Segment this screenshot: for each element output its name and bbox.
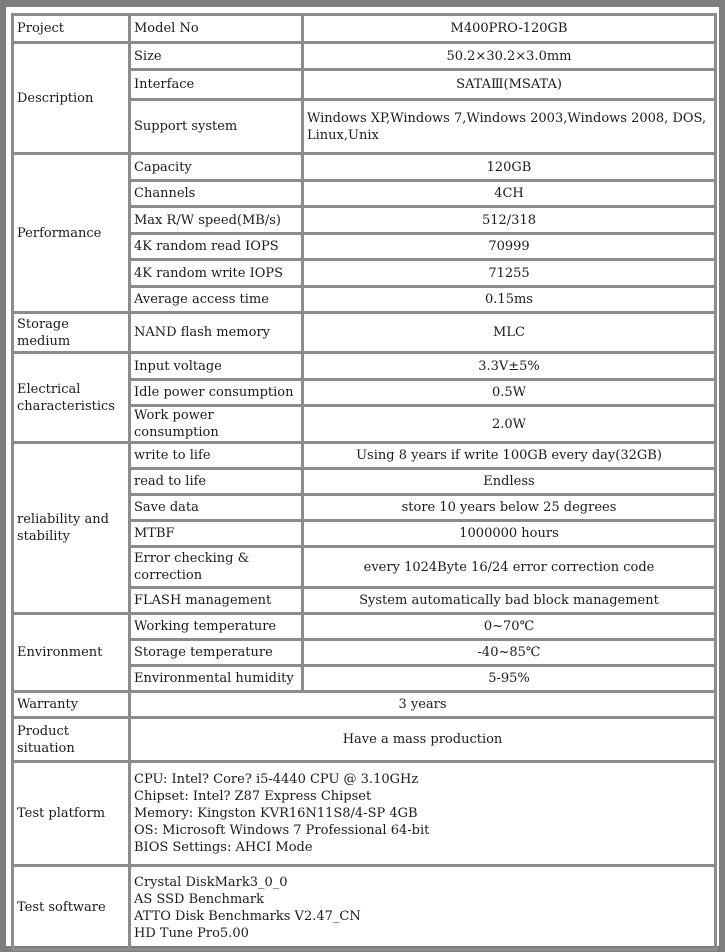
project-cell-test-platform: Test platform xyxy=(13,762,130,866)
spec-sheet-frame xyxy=(6,7,719,946)
test-software-line: ATTO Disk Benchmarks V2.47_CN xyxy=(134,908,361,924)
test-platform-line: CPU: Intel? Core? i5-4440 CPU @ 3.10GHz xyxy=(134,772,419,787)
project-cell-reliability: reliability and stability xyxy=(13,443,130,614)
spec-value: Have a mass production xyxy=(130,718,716,762)
test-software-line: Crystal DiskMark3_0_0 xyxy=(134,874,288,890)
table-row xyxy=(13,443,716,469)
project-cell-project: Project xyxy=(13,15,130,43)
spec-label: Model No xyxy=(130,15,303,43)
spec-value: 512/318 xyxy=(303,207,716,234)
spec-label: Average access time xyxy=(130,287,303,313)
spec-label: Error checking & correction xyxy=(130,547,303,588)
spec-label: Work power consumption xyxy=(130,406,303,443)
project-cell-performance: Performance xyxy=(13,154,130,313)
spec-table xyxy=(11,13,717,951)
table-row xyxy=(13,692,716,718)
spec-label: FLASH management xyxy=(130,588,303,614)
spec-value: SATAⅢ(MSATA) xyxy=(303,70,716,100)
project-cell-product-situation: Product situation xyxy=(13,718,130,762)
spec-label: Idle power consumption xyxy=(130,380,303,406)
spec-value: store 10 years below 25 degrees xyxy=(303,495,716,521)
spec-label: 4K random read IOPS xyxy=(130,234,303,260)
test-software-line: HD Tune Pro5.00 xyxy=(134,925,249,941)
spec-value: Windows XP,Windows 7,Windows 2003,Windows 2008, DOS, Linux,Unix xyxy=(303,100,716,154)
spec-value: System automatically bad block management xyxy=(303,588,716,614)
test-platform-line: Memory: Kingston KVR16N11S8/4-SP 4GB xyxy=(134,806,418,821)
spec-label: Channels xyxy=(130,181,303,207)
spec-value: 70999 xyxy=(303,234,716,260)
project-cell-environment: Environment xyxy=(13,614,130,692)
project-cell-electrical: Electrical characteristics xyxy=(13,353,130,443)
table-row xyxy=(13,353,716,380)
spec-label: read to life xyxy=(130,469,303,495)
spec-label: Size xyxy=(130,43,303,70)
spec-value: 0.15ms xyxy=(303,287,716,313)
spec-label: Working temperature xyxy=(130,614,303,640)
spec-value: Using 8 years if write 100GB every day(32GB) xyxy=(303,443,716,469)
spec-value: 4CH xyxy=(303,181,716,207)
spec-label: Environmental humidity xyxy=(130,666,303,692)
spec-label: 4K random write IOPS xyxy=(130,260,303,287)
table-row xyxy=(13,762,716,866)
project-cell-description: Description xyxy=(13,43,130,154)
test-platform-line: BIOS Settings: AHCI Mode xyxy=(134,840,313,855)
test-software-details xyxy=(130,866,716,950)
project-cell-storage-medium: Storage medium xyxy=(13,313,130,353)
spec-value: MLC xyxy=(303,313,716,353)
test-platform-details xyxy=(130,762,716,866)
spec-label: Interface xyxy=(130,70,303,100)
spec-label: NAND flash memory xyxy=(130,313,303,353)
spec-value: 1000000 hours xyxy=(303,521,716,547)
test-platform-line: Chipset: Intel? Z87 Express Chipset xyxy=(134,789,372,804)
project-cell-warranty: Warranty xyxy=(13,692,130,718)
spec-value: 3.3V±5% xyxy=(303,353,716,380)
table-row xyxy=(13,15,716,43)
spec-label: Storage temperature xyxy=(130,640,303,666)
table-row xyxy=(13,718,716,762)
spec-value: 0.5W xyxy=(303,380,716,406)
test-platform-line: OS: Microsoft Windows 7 Professional 64-bit xyxy=(134,823,430,838)
spec-value: Endless xyxy=(303,469,716,495)
table-row xyxy=(13,866,716,950)
spec-label: Max R/W speed(MB/s) xyxy=(130,207,303,234)
spec-value: M400PRO-120GB xyxy=(303,15,716,43)
table-row xyxy=(13,154,716,181)
project-cell-test-software: Test software xyxy=(13,866,130,950)
spec-label: Input voltage xyxy=(130,353,303,380)
spec-value: every 1024Byte 16/24 error correction code xyxy=(303,547,716,588)
spec-label: Capacity xyxy=(130,154,303,181)
test-software-line: AS SSD Benchmark xyxy=(134,891,265,907)
spec-label: write to life xyxy=(130,443,303,469)
spec-value: 0~70℃ xyxy=(303,614,716,640)
spec-value: 2.0W xyxy=(303,406,716,443)
table-row xyxy=(13,43,716,70)
spec-label: MTBF xyxy=(130,521,303,547)
table-row xyxy=(13,313,716,353)
spec-label: Support system xyxy=(130,100,303,154)
table-row xyxy=(13,614,716,640)
spec-value: 3 years xyxy=(130,692,716,718)
spec-label: Save data xyxy=(130,495,303,521)
spec-value: 120GB xyxy=(303,154,716,181)
spec-value: 71255 xyxy=(303,260,716,287)
spec-value: -40~85℃ xyxy=(303,640,716,666)
spec-value: 5-95% xyxy=(303,666,716,692)
spec-value: 50.2×30.2×3.0mm xyxy=(303,43,716,70)
